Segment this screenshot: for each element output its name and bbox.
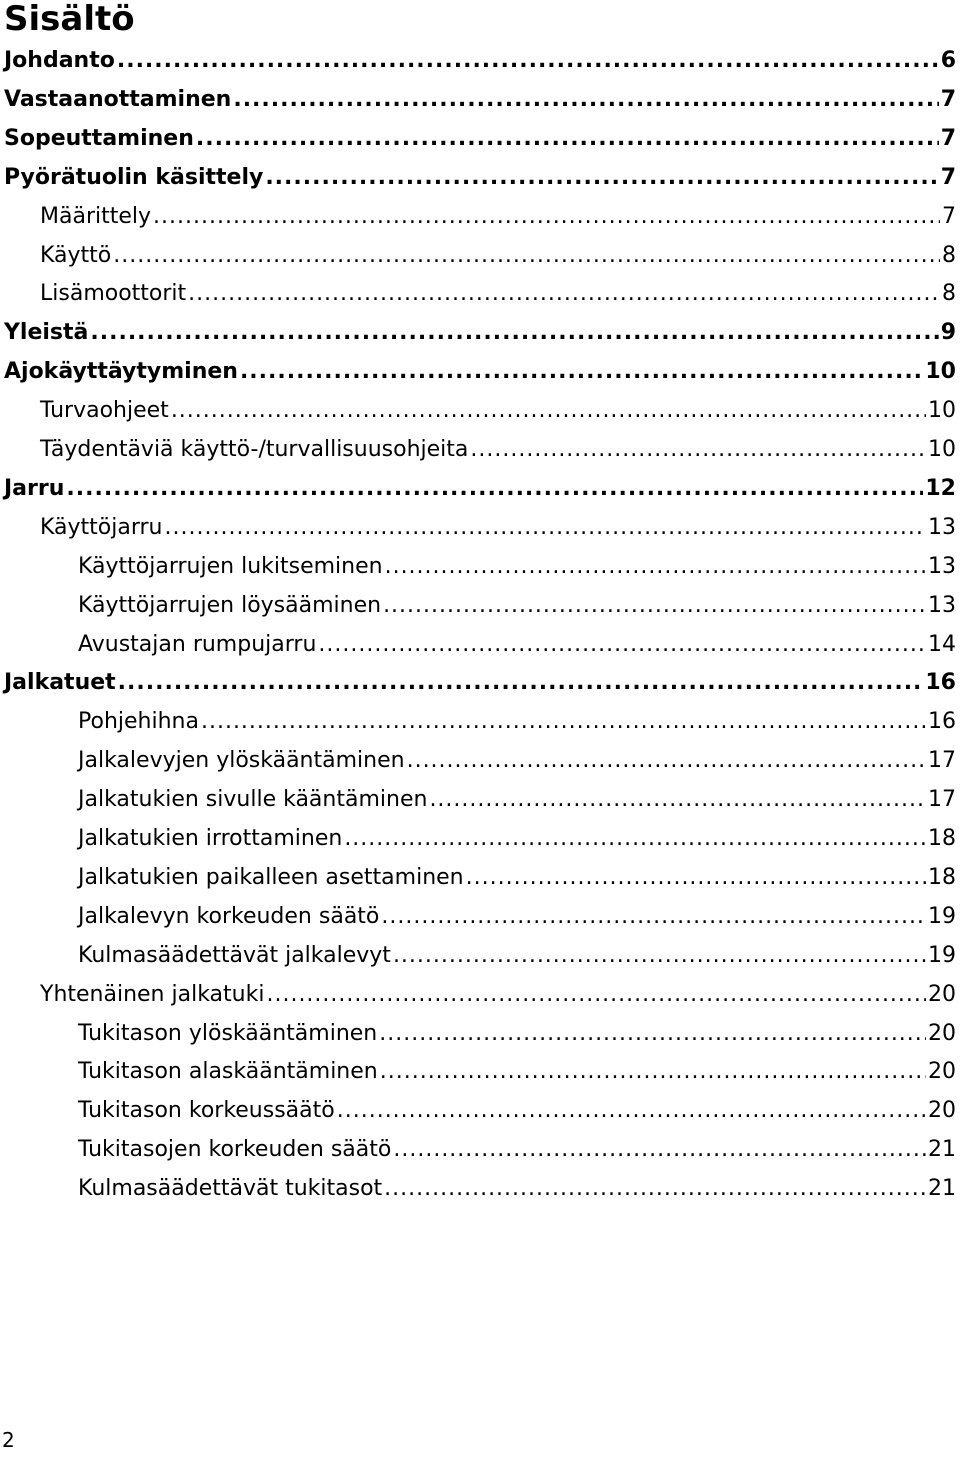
toc-entry-title: Pyörätuolin käsittely — [4, 164, 264, 190]
toc-entry-page: 6 — [940, 48, 956, 73]
toc-entry-page: 18 — [928, 826, 956, 851]
toc-entry[interactable] — [40, 515, 956, 549]
dot-leader — [381, 904, 926, 929]
toc-entry-page: 19 — [928, 903, 956, 929]
dot-leader — [429, 787, 926, 812]
toc-entry-title: Tukitasojen korkeuden säätö — [78, 1137, 392, 1163]
dot-leader — [393, 943, 926, 968]
dot-leader — [171, 398, 926, 423]
toc-entry-title: Jarru — [4, 475, 65, 501]
toc-entry-page: 18 — [928, 864, 956, 890]
toc-entry-page: 17 — [928, 787, 956, 813]
toc-entry[interactable] — [40, 281, 956, 315]
toc-entry-page: 17 — [928, 748, 956, 774]
toc-entry-title: Jalkatukien sivulle kääntäminen — [78, 787, 428, 813]
toc-entry[interactable] — [40, 398, 956, 432]
toc-entry-page: 21 — [928, 1176, 956, 1202]
dot-leader — [188, 281, 940, 306]
dot-leader — [113, 243, 940, 268]
page-number: 2 — [2, 1428, 15, 1452]
toc-entry[interactable] — [78, 787, 956, 821]
toc-entry-page: 8 — [942, 281, 956, 307]
toc-entry-page: 7 — [940, 125, 956, 151]
toc-entry[interactable] — [78, 904, 956, 938]
dot-leader — [407, 748, 926, 773]
toc-entry[interactable] — [40, 243, 956, 277]
toc-entry-title: Yleistä — [4, 320, 89, 346]
toc-entry[interactable] — [4, 476, 956, 510]
dot-leader — [265, 165, 938, 190]
toc-entry-title: Jalkalevyjen ylöskääntäminen — [78, 748, 405, 774]
toc-entry-page: 14 — [928, 631, 956, 657]
toc-entry-page: 19 — [928, 942, 956, 968]
toc-entry[interactable] — [78, 865, 956, 899]
toc-entry-page: 7 — [942, 203, 956, 229]
toc-entry-title: Tukitason ylöskääntäminen — [78, 1020, 378, 1046]
dot-leader — [318, 632, 926, 657]
toc-entry-page: 10 — [928, 437, 956, 462]
toc-entry-title: Yhtenäinen jalkatuki — [40, 981, 265, 1007]
toc-entry[interactable] — [4, 320, 956, 354]
toc-entry[interactable] — [4, 87, 956, 121]
toc-entry[interactable] — [40, 204, 956, 238]
dot-leader — [90, 320, 938, 345]
dot-leader — [196, 126, 939, 151]
toc-entry[interactable] — [78, 632, 956, 666]
toc-entry-page: 20 — [928, 1059, 956, 1085]
dot-leader — [201, 709, 926, 734]
toc-entry[interactable] — [78, 826, 956, 860]
toc-entry-page: 10 — [925, 359, 956, 385]
toc-entry[interactable] — [78, 1137, 956, 1171]
dot-leader — [153, 204, 940, 229]
toc-entry-page: 7 — [940, 86, 956, 112]
toc-entry-page: 21 — [928, 1137, 956, 1163]
toc-entry-page: 13 — [928, 592, 956, 618]
toc-entry[interactable] — [4, 670, 956, 704]
toc-entry-title: Ajokäyttäytyminen — [4, 359, 238, 385]
toc-entry-page: 16 — [925, 670, 956, 696]
dot-leader — [165, 515, 927, 540]
toc-entry-title: Tukitason korkeussäätö — [78, 1098, 335, 1124]
toc-entry-page: 12 — [925, 475, 956, 501]
toc-entry-page: 10 — [928, 398, 956, 424]
dot-leader — [466, 865, 926, 890]
dot-leader — [383, 593, 926, 618]
dot-leader — [393, 1137, 926, 1162]
page-title: Sisältö — [4, 0, 135, 39]
dot-leader — [118, 670, 924, 695]
dot-leader — [233, 87, 938, 112]
dot-leader — [240, 359, 923, 384]
toc-entry-page: 20 — [928, 1098, 956, 1124]
toc-entry-title: Johdanto — [4, 48, 115, 73]
dot-leader — [337, 1098, 926, 1123]
toc-entry[interactable] — [4, 126, 956, 160]
toc-entry-page: 20 — [928, 1020, 956, 1046]
toc-entry-title: Käyttöjarru — [40, 514, 163, 540]
dot-leader — [266, 982, 926, 1007]
toc-entry-page: 13 — [928, 514, 956, 540]
toc-entry-title: Lisämoottorit — [40, 281, 187, 307]
dot-leader — [470, 437, 926, 462]
toc-entry-title: Käyttö — [40, 242, 112, 268]
toc-entry-title: Avustajan rumpujarru — [78, 631, 317, 657]
toc-entry-title: Jalkatukien paikalleen asettaminen — [78, 864, 464, 890]
toc-entry-page: 20 — [928, 981, 956, 1007]
toc-entry-title: Käyttöjarrujen lukitseminen — [78, 553, 383, 579]
toc-entry-title: Vastaanottaminen — [4, 86, 232, 112]
dot-leader — [66, 476, 923, 501]
toc-entry-title: Kulmasäädettävät jalkalevyt — [78, 942, 391, 968]
toc-entry-title: Pohjehihna — [78, 709, 199, 735]
toc-entry-title: Käyttöjarrujen löysääminen — [78, 592, 382, 618]
toc-entry-page: 13 — [928, 553, 956, 579]
toc-entry-page: 9 — [940, 320, 956, 346]
dot-leader — [379, 1021, 926, 1046]
toc-entry-title: Jalkalevyn korkeuden säätö — [78, 903, 380, 929]
toc-entry[interactable] — [78, 748, 956, 782]
toc-entry-title: Täydentäviä käyttö-/turvallisuusohjeita — [40, 437, 469, 462]
toc-entry[interactable] — [78, 943, 956, 977]
toc-entry[interactable] — [78, 1098, 956, 1132]
toc-entry-title: Määrittely — [40, 203, 152, 229]
toc-entry[interactable] — [78, 1059, 956, 1093]
dot-leader — [380, 1059, 926, 1084]
toc-entry-title: Tukitason alaskääntäminen — [78, 1059, 378, 1085]
toc-entry[interactable] — [78, 554, 956, 588]
toc-entry[interactable] — [78, 709, 956, 743]
toc-entry[interactable] — [4, 48, 956, 82]
dot-leader — [384, 1176, 926, 1201]
toc-entry[interactable] — [4, 359, 956, 393]
dot-leader — [344, 826, 926, 851]
toc-entry-title: Kulmasäädettävät tukitasot — [78, 1176, 383, 1202]
dot-leader — [385, 554, 926, 579]
toc-entry[interactable] — [78, 593, 956, 627]
toc-entry-page: 8 — [942, 242, 956, 268]
toc-entry-title: Jalkatuet — [4, 670, 116, 696]
toc-entry-title: Turvaohjeet — [40, 398, 169, 424]
toc-entry[interactable] — [78, 1021, 956, 1055]
toc-entry[interactable] — [78, 1176, 956, 1210]
toc-entry-page: 16 — [928, 709, 956, 735]
toc-entry[interactable] — [4, 165, 956, 199]
toc-entry-title: Sopeuttaminen — [4, 125, 194, 151]
toc-entry-title: Jalkatukien irrottaminen — [78, 826, 343, 851]
toc-entry[interactable] — [40, 437, 956, 471]
toc-entry-page: 7 — [940, 164, 956, 190]
toc-entry[interactable] — [40, 982, 956, 1016]
dot-leader — [117, 48, 939, 73]
